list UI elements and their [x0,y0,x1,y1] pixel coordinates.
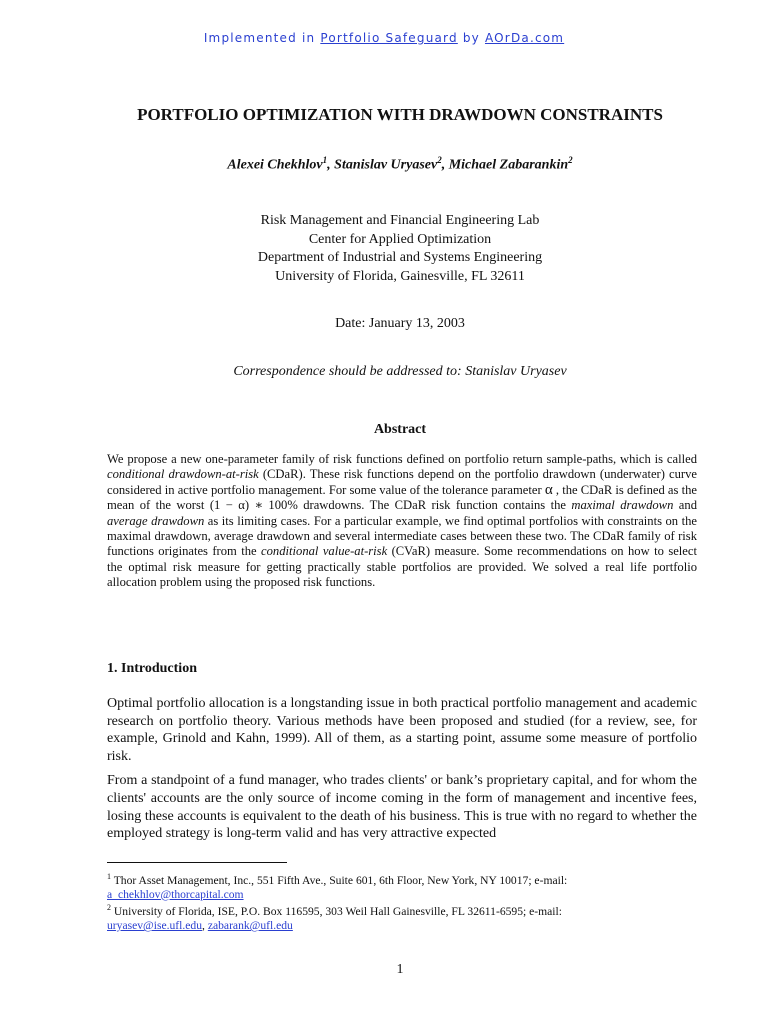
footnote-marker: 1 [107,872,111,881]
affiliation-line: Risk Management and Financial Engineering Lab [260,213,540,228]
footnote-text: Thor Asset Management, Inc., 551 Fifth Ave., Suite 601, 6th Floor, New York, NY 10017; e-mail: [111,873,568,887]
page-number: 1 [396,962,404,977]
author-separator: , [441,157,449,173]
intro-paragraph: Optimal portfolio allocation is a longstanding issue in both practical portfolio management and academic research on portfolio theory. Various methods have been proposed and studied (for a review, see, for example, Grinold and Kahn, 1999). All of them, as a starting point, assume some measure of portfolio risk. [107,696,697,764]
author-chekhlov: Alexei Chekhlov [227,157,323,173]
uryasev-email-link[interactable]: uryasev@ise.ufl.edu [107,919,203,933]
author-zabarankin-affil: 2 [568,155,573,165]
affiliation-line: Center for Applied Optimization [308,231,492,247]
affiliation-block [0,212,768,286]
intro-paragraph: From a standpoint of a fund manager, who trades clients' or bank’s proprietary capital, and for whom the clients' accounts are the only source of income coming in the form of management and incentive fees, losing these accounts is equivalent to the death of his business. This is true with no regard to whether the employed strategy is long-term valid and has very attractive expected [107,773,697,842]
abstract-term-maximal-drawdown: maximal drawdown [571,498,674,513]
abstract-text: drawdowns. The CDaR risk function contains the [297,498,572,513]
alpha-symbol: α [544,481,553,498]
abstract-text: (CDaR). These risk functions depend on the portfolio drawdown (underwater) curve considered in active portfolio management. For some value of the tolerance parameter [107,467,697,497]
affiliation-line: University of Florida, Gainesville, FL 32611 [275,268,525,284]
footnote-1-email-line [107,888,707,902]
footnote-divider [107,862,287,863]
abstract-text: , the CDaR is defined as the mean of the worst [107,482,697,513]
abstract-term-cdar: conditional drawdown-at-risk [107,467,259,482]
banner-middle: by [457,31,485,45]
author-list [0,155,768,174]
chekhlov-email-link[interactable]: a_chekhlov@thorcapital.com [107,887,244,901]
footnote-2 [107,901,707,919]
tolerance-formula: (1 − α) ∗ 100% [209,498,298,513]
abstract-text: We propose a new one-parameter family of risk functions defined on portfolio return sample-paths, which is called [107,452,697,466]
abstract-heading: Abstract [373,422,427,437]
abstract-term-average-drawdown: average drawdown [107,513,205,528]
email-separator: , [202,919,208,933]
paper-title: PORTFOLIO OPTIMIZATION WITH DRAWDOWN CONSTRAINTS [137,105,663,124]
author-chekhlov-affil: 1 [322,155,328,165]
implementation-banner [0,31,768,45]
abstract-term-cvar: conditional value-at-risk [261,544,388,559]
abstract-text: as its limiting cases. For a particular example, we find optimal portfolios with constraints on the maximal drawdown, average drawdown and several intermediate cases between these two. The CDaR family of risk functions originates from the [107,513,697,559]
author-zabarankin: Michael Zabarankin [448,157,569,173]
portfolio-safeguard-link[interactable]: Portfolio Safeguard [320,31,458,45]
author-uryasev: Stanislav Uryasev [334,157,438,173]
footnote-2-email-line [107,919,707,933]
footnote-1 [107,870,707,888]
zabarankin-email-link[interactable]: zabarank@ufl.edu [207,919,293,933]
aorda-link[interactable]: AOrDa.com [484,31,565,45]
footnote-text: University of Florida, ISE, P.O. Box 116595, 303 Weil Hall Gainesville, FL 32611-6595; e-mail: [111,905,562,919]
abstract-text: and [673,498,697,513]
footnote-marker: 2 [107,903,111,913]
footnotes [107,870,707,933]
introduction-heading: 1. Introduction [107,661,197,676]
paper-date: Date: January 13, 2003 [335,316,465,331]
correspondence-note: Correspondence should be addressed to: Stanislav Uryasev [233,364,567,379]
author-uryasev-affil: 2 [437,155,442,165]
author-separator: , [327,157,335,173]
introduction-body [107,695,697,850]
abstract-body [107,452,697,591]
abstract-text: (CVaR) measure. Some recommendations on how to select the optimal risk measure for getting practically stable portfolios are provided. We solved a real life portfolio allocation problem using the proposed risk functions. [107,544,697,590]
banner-prefix: Implemented in [203,31,321,45]
affiliation-line: Department of Industrial and Systems Engineering [257,250,543,265]
